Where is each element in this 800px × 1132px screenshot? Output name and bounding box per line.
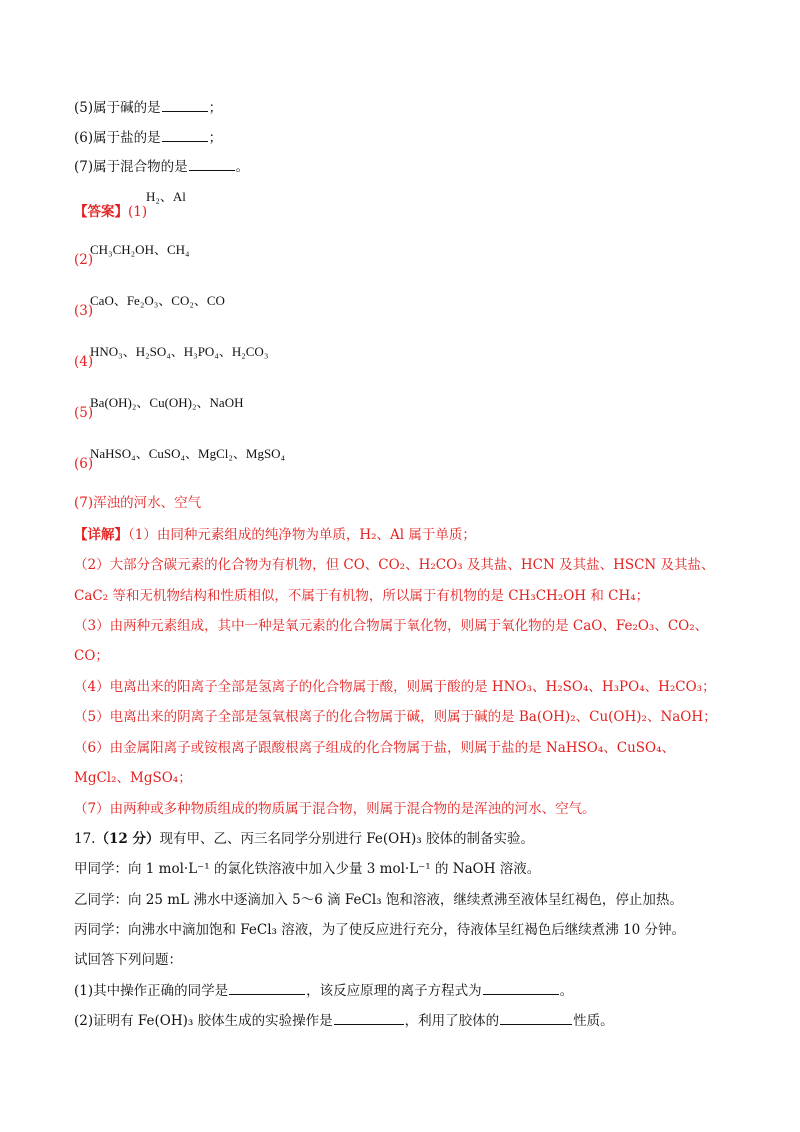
answer-num-4: (4) [74,354,94,370]
question-score: （12 分） [95,831,160,847]
answer-blank[interactable] [229,982,305,995]
student-bing: 丙同学：向沸水中滴加饱和 FeCl₃ 溶液，为了使反应进行充分，待液体呈红褐色后继续煮沸 10 分钟。 [74,922,686,938]
question-6 [74,128,222,148]
sub-question-1-text: (1)其中操作正确的同学是 [74,983,229,999]
question-17-stem [74,829,534,849]
answer-num-2: (2) [74,252,94,268]
answer-formula-2: CH₃CH₂OH、CH₄ [90,242,190,257]
answer-blank[interactable] [162,99,208,112]
student-jia: 甲同学：向 1 mol·L⁻¹ 的氯化铁溶液中加入少量 3 mol·L⁻¹ 的 NaOH 溶液。 [74,861,541,877]
question-prompt: 试回答下列问题： [74,952,182,968]
answer-formula-3: CaO、Fe₂O₃、CO₂、CO [90,293,225,308]
answer-blank[interactable] [162,129,208,142]
explanation-line-2: （2）大部分含碳元素的化合物为有机物，但 CO、CO₂、H₂CO₃ 及其盐、HCN 及其盐、HSCN 及其盐、 [74,557,715,573]
answer-blank[interactable] [189,158,235,171]
explanation-line-7: （5）电离出来的阴离子全部是氢氧根离子的化合物属于碱，则属于碱的是 Ba(OH)₂、Cu(OH)₂、NaOH； [74,709,717,725]
answer-formula-7: 浑浊的河水、空气 [93,495,202,511]
answer-formula-1: H₂、Al [146,189,186,204]
answer-num-3: (3) [74,303,94,319]
explanation-line-3: CaC₂ 等和无机物结构和性质相似，不属于有机物，所以属于有机物的是 CH₃CH₂OH 和 CH₄； [74,588,650,604]
sub-question-1 [74,981,573,1001]
answer-num-7: (7) [74,495,94,511]
answer-num-6: (6) [74,456,94,472]
sub-question-2-tail: 性质。 [573,1013,614,1029]
answer-formula-4: HNO₃、H₂SO₄、H₃PO₄、H₂CO₃ [90,344,269,359]
explanation-label: 【详解】 [74,527,128,543]
answer-formula-5: Ba(OH)₂、Cu(OH)₂、NaOH [90,395,244,410]
explanation-line-9: MgCl₂、MgSO₄； [74,770,192,786]
answer-num-1: (1) [128,204,148,220]
question-6-tail: ； [208,130,223,146]
question-7-tail: 。 [235,159,250,175]
sub-question-2-text-b: ，利用了胶体的 [404,1013,500,1029]
explanation-line-10: （7）由两种或多种物质组成的物质属于混合物，则属于混合物的是浑浊的河水、空气。 [74,801,596,817]
question-7 [74,157,249,177]
sub-question-2 [74,1011,614,1031]
explanation-line-4: （3）由两种元素组成，其中一种是氧元素的化合物属于氧化物，则属于氧化物的是 CaO、Fe₂O₃、CO₂、 [74,618,709,634]
sub-question-1-text-b: ，该反应原理的离子方程式为 [306,983,482,999]
answer-heading [74,200,147,220]
answer-blank[interactable] [334,1012,404,1025]
explanation-line-5: CO； [74,648,109,664]
answer-formula-6: NaHSO₄、CuSO₄、MgCl₂、MgSO₄ [90,446,286,461]
question-5 [74,98,222,118]
answer-blank[interactable] [500,1012,572,1025]
sub-question-1-tail: 。 [559,983,574,999]
explanation-line-8: （6）由金属阳离子或铵根离子跟酸根离子组成的化合物属于盐，则属于盐的是 NaHSO₄、CuSO₄、 [74,740,675,756]
question-stem: 现有甲、乙、丙三名同学分别进行 Fe(OH)₃ 胶体的制备实验。 [159,831,534,847]
answer-label: 【答案】 [74,204,128,220]
explanation-line-1 [74,525,476,545]
question-number: 17. [74,831,96,847]
explanation-text: （1）由同种元素组成的纯净物为单质，H₂、Al 属于单质； [128,527,476,543]
answer-item-7 [74,493,201,513]
student-yi: 乙同学：向 25 mL 沸水中逐滴加入 5～6 滴 FeCl₃ 饱和溶液，继续煮沸至液体呈红褐色，停止加热。 [74,892,683,908]
question-5-text: (5)属于碱的是 [74,100,161,116]
sub-question-2-text: (2)证明有 Fe(OH)₃ 胶体生成的实验操作是 [74,1013,333,1029]
answer-num-5: (5) [74,405,94,421]
question-5-tail: ； [208,100,223,116]
question-7-text: (7)属于混合物的是 [74,159,188,175]
explanation-line-6: （4）电离出来的阳离子全部是氢离子的化合物属于酸，则属于酸的是 HNO₃、H₂SO₄、H₃PO₄、H₂CO₃； [74,679,716,695]
answer-blank[interactable] [483,982,559,995]
question-6-text: (6)属于盐的是 [74,130,161,146]
